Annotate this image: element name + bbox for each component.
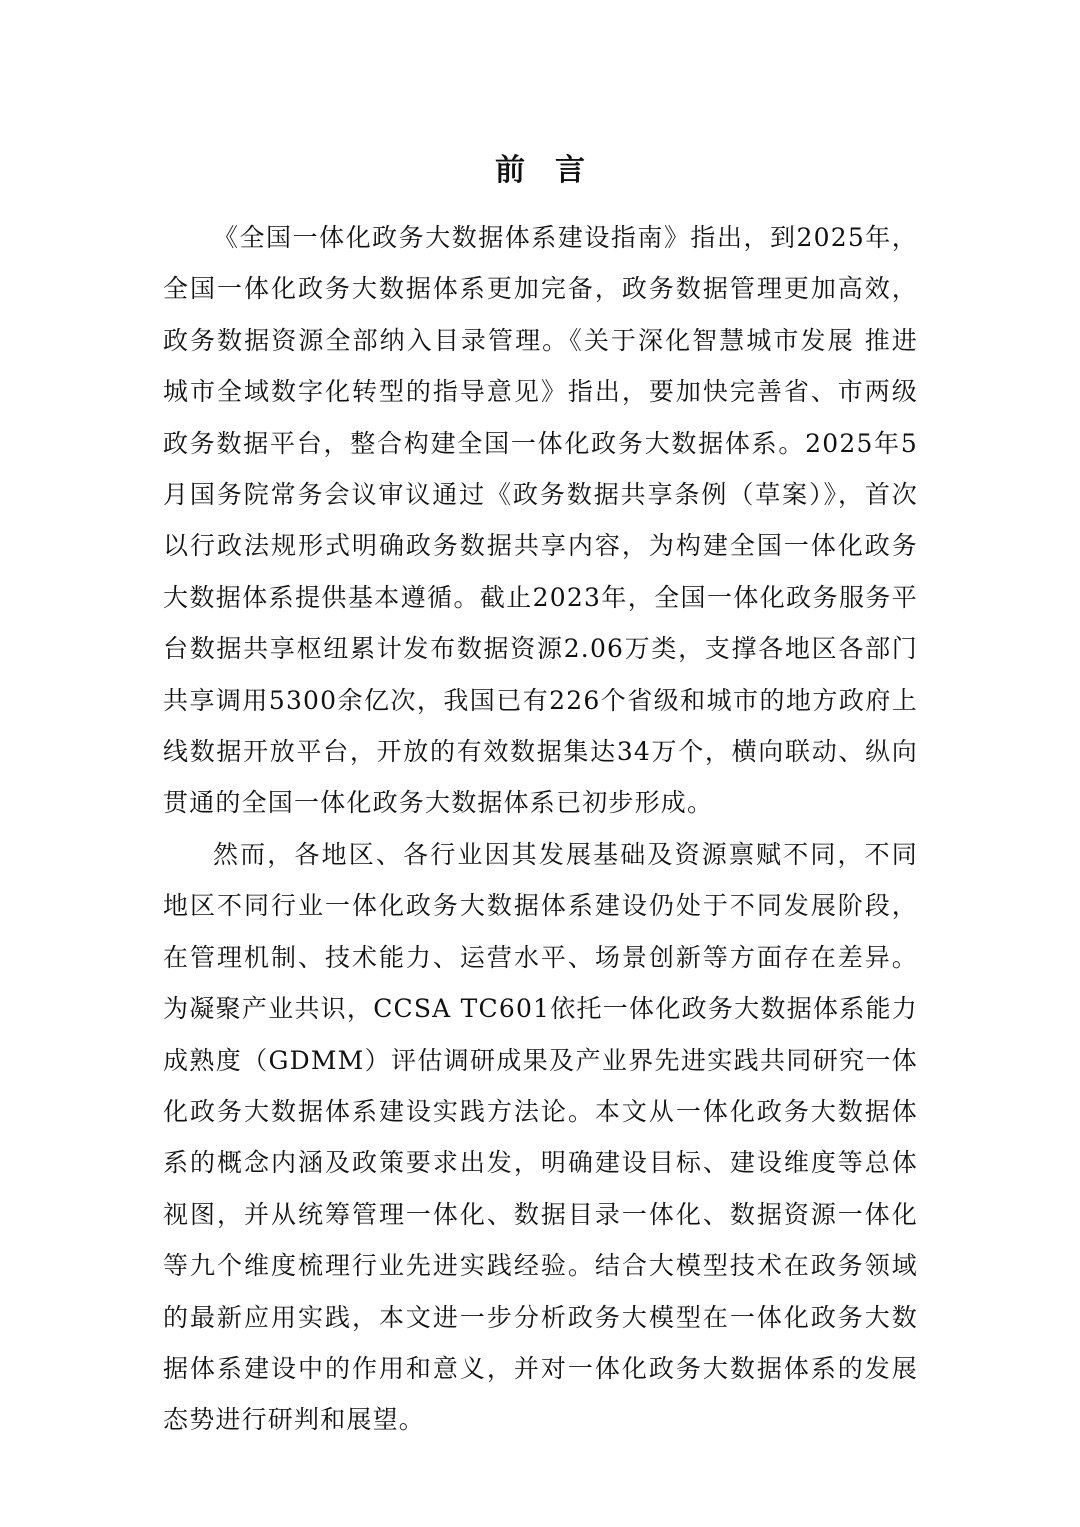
paragraph-2: 然而，各地区、各行业因其发展基础及资源禀赋不同，不同地区不同行业一体化政务大数据体系建设仍处于不同发展阶段，在管理机制、技术能力、运营水平、场景创新等方面存在差异。为凝聚产业共识，CCSA TC601依托一体化政务大数据体系能力成熟度（GDMM）评估调研成果及产业界先进实践共同研究一体化政务大数据体系建设实践方法论。本文从一体化政务大数据体系的概念内涵及政策要求出发，明确建设目标、建设维度等总体视图，并从统筹管理一体化、数据目录一体化、数据资源一体化等九个维度梳理行业先进实践经验。结合大模型技术在政务领域的最新应用实践，本文进一步分析政务大模型在一体化政务大数据体系建设中的作用和意义，并对一体化政务大数据体系的发展态势进行研判和展望。 [163, 839, 918, 1435]
page-title: 前言 [495, 153, 615, 189]
paragraph-1: 《全国一体化政务大数据体系建设指南》指出，到2025年，全国一体化政务大数据体系更加完备，政务数据管理更加高效，政务数据资源全部纳入目录管理。《关于深化智慧城市发展 推进城市全域数字化转型的指导意见》指出，要加快完善省、市两级政务数据平台，整合构建全国一体化政务大数据体系。2025年5月国务院常务会议审议通过《政务数据共享条例（草案）》，首次以行政法规形式明确政务数据共享内容，为构建全国一体化政务大数据体系提供基本遵循。截止2023年，全国一体化政务服务平台数据共享枢纽累计发布数据资源2.06万类，支撑各地区各部门共享调用5300余亿次，我国已有226个省级和城市的地方政府上线数据开放平台，开放的有效数据集达34万个，横向联动、纵向贯通的全国一体化政务大数据体系已初步形成。 [163, 223, 918, 818]
body-text [163, 212, 918, 1446]
